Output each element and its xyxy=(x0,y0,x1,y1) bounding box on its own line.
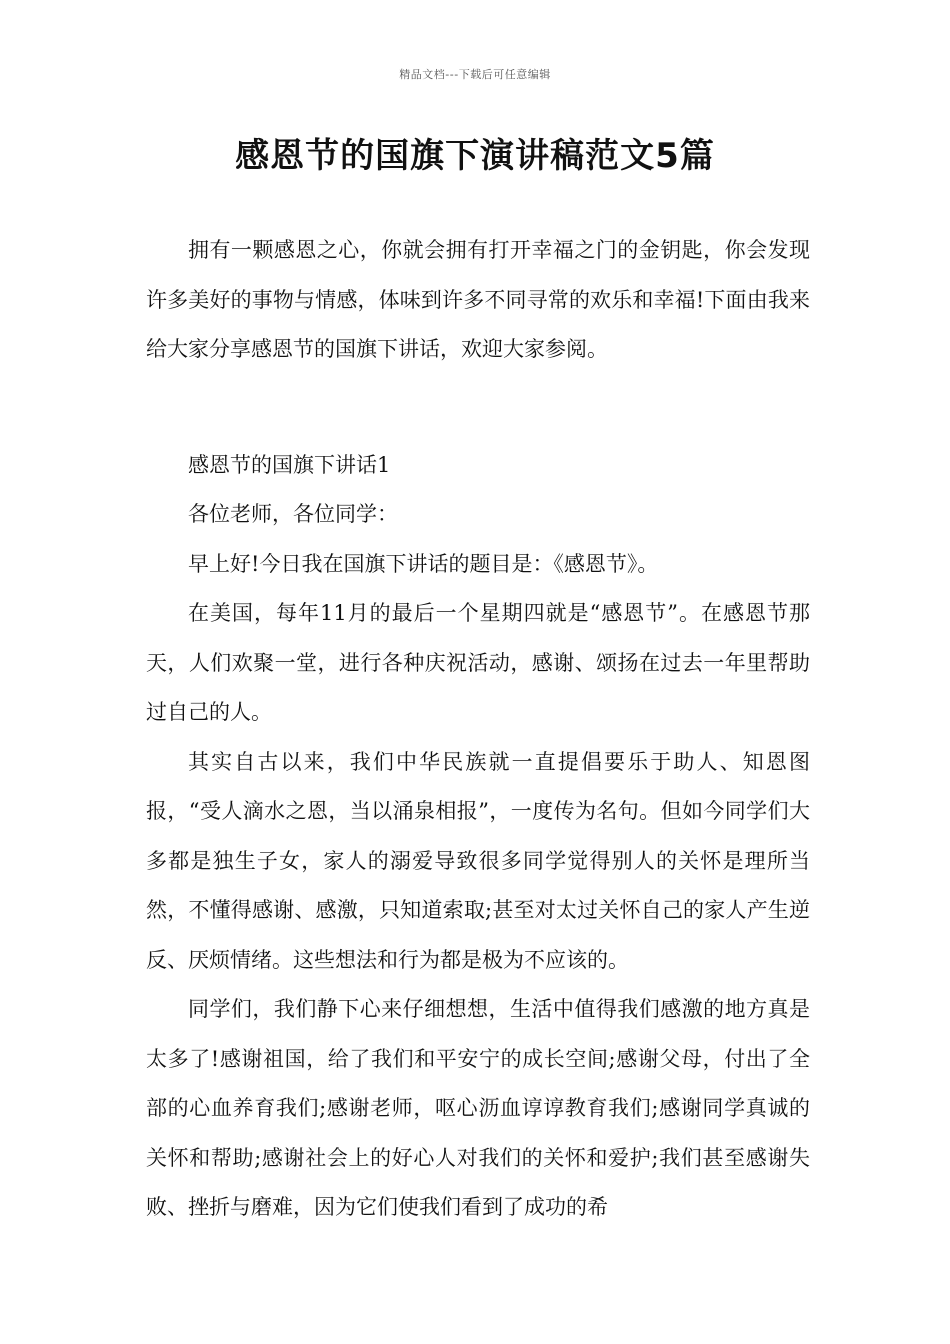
document-body xyxy=(146,226,810,1233)
greeting-paragraph: 早上好!今日我在国旗下讲话的题目是：《感恩节》。 xyxy=(188,551,659,576)
intro-paragraph: 拥有一颗感恩之心，你就会拥有打开幸福之门的金钥匙，你会发现许多美好的事物与情感，体味到许多不同寻常的欢乐和幸福!下面由我来给大家分享感恩节的国旗下讲话，欢迎大家参阅。 xyxy=(146,238,810,361)
body-paragraph: 同学们，我们静下心来仔细想想，生活中值得我们感激的地方真是太多了!感谢祖国，给了我们和平安宁的成长空间;感谢父母，付出了全部的心血养育我们;感谢老师，呕心沥血谆谆教育我们;感谢同学真诚的关怀和帮助;感谢社会上的好心人对我们的关怀和爱护;我们甚至感谢失败、挫折与磨难，因为它们使我们看到了成功的希 xyxy=(146,997,810,1219)
page-header-note: 精品文档---下载后可任意编辑 xyxy=(399,68,551,81)
body-paragraph: 在美国，每年11月的最后一个星期四就是“感恩节”。在感恩节那天，人们欢聚一堂，进行各种庆祝活动，感谢、颂扬在过去一年里帮助过自己的人。 xyxy=(146,601,810,724)
body-paragraph: 其实自古以来，我们中华民族就一直提倡要乐于助人、知恩图报，“受人滴水之恩，当以涌泉相报”，一度传为名句。但如今同学们大多都是独生子女，家人的溺爱导致很多同学觉得别人的关怀是理所当然，不懂得感谢、感激，只知道索取;甚至对太过关怀自己的家人产生逆反、厌烦情绪。这些想法和行为都是极为不应该的。 xyxy=(146,749,810,972)
section-heading: 感恩节的国旗下讲话1 xyxy=(188,452,391,477)
salutation-paragraph: 各位老师，各位同学： xyxy=(188,502,398,526)
document-title: 感恩节的国旗下演讲稿范文5篇 xyxy=(235,136,715,176)
section-spacer xyxy=(146,375,810,441)
